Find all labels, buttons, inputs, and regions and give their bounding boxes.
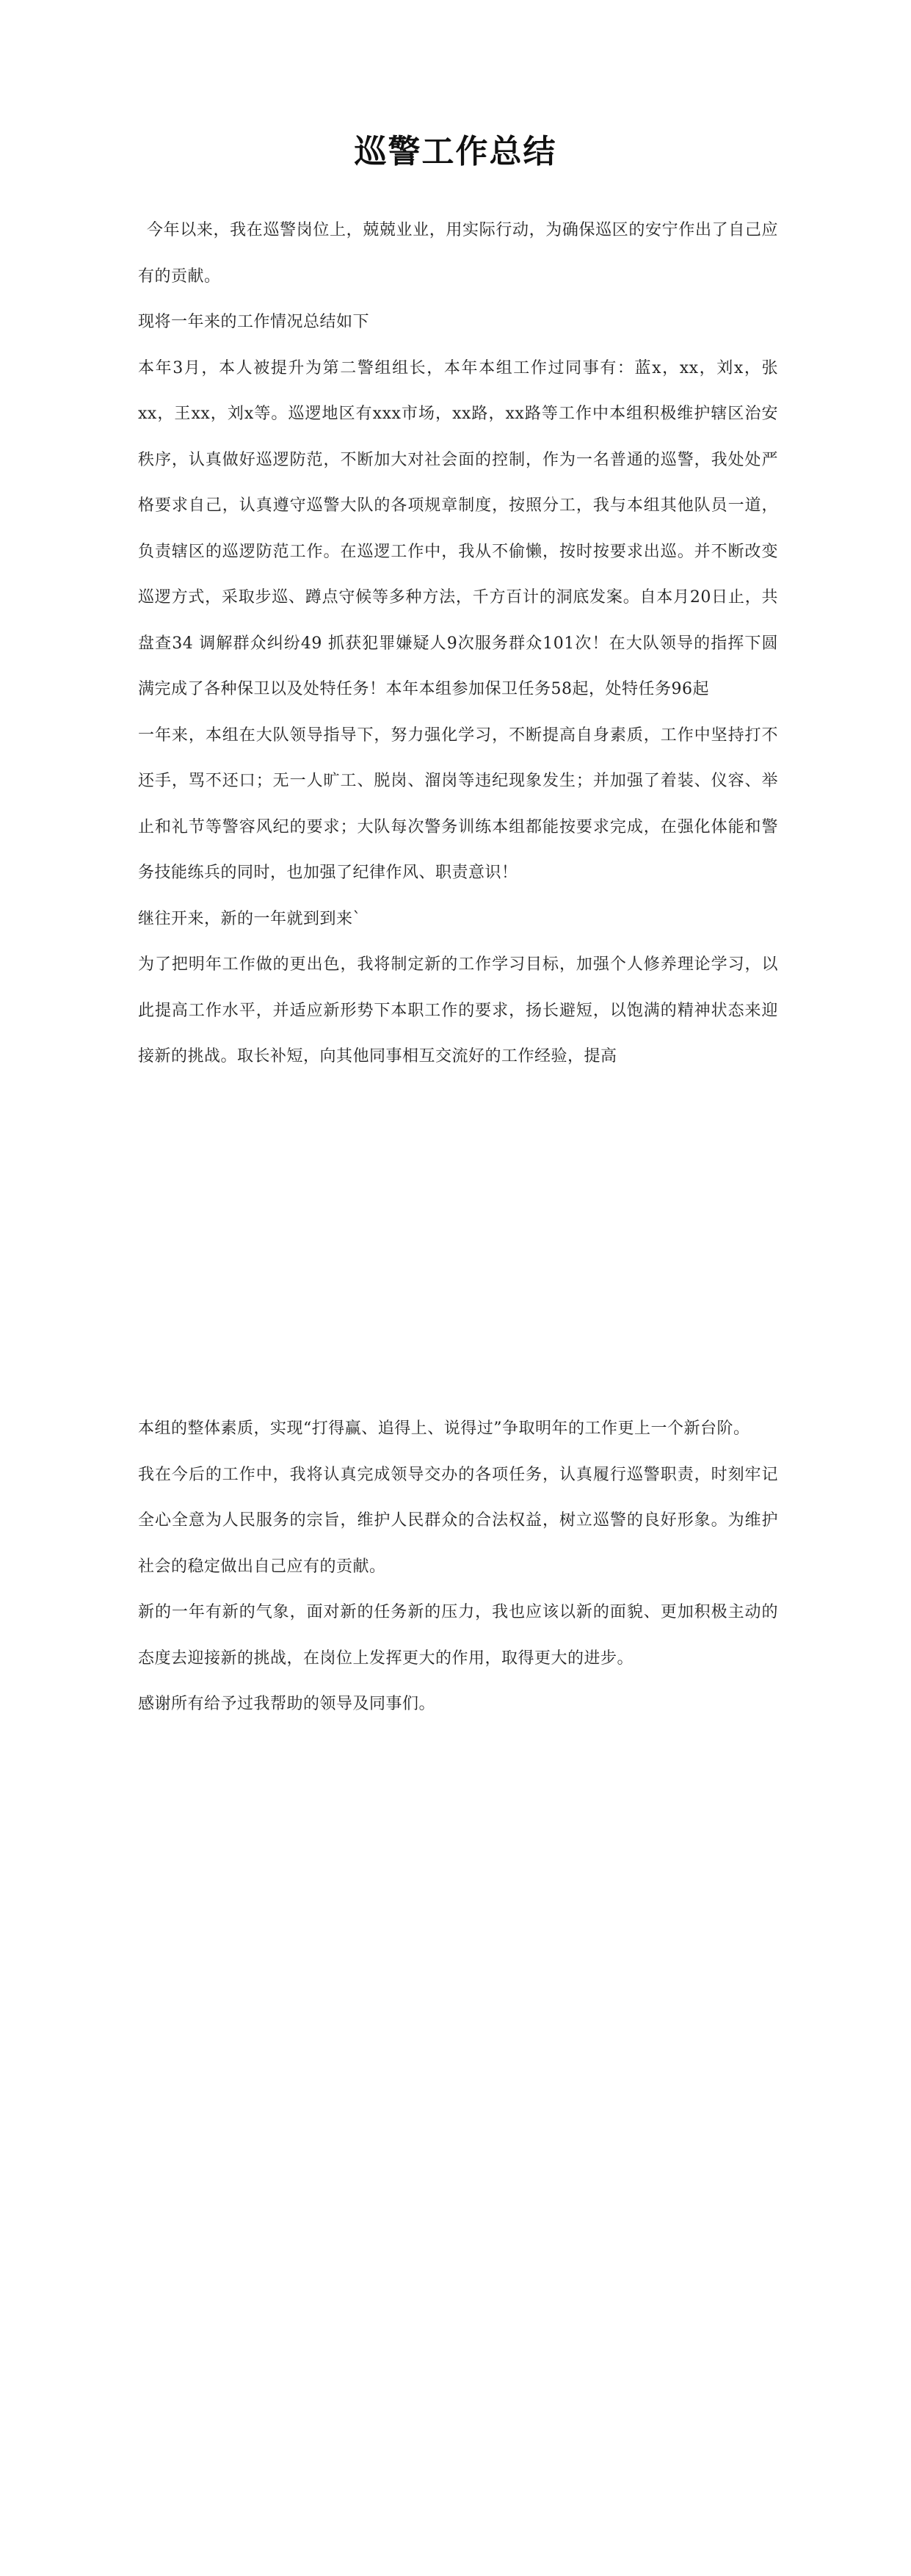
document-title: 巡警工作总结 xyxy=(354,133,557,171)
paragraph-thanks: 感谢所有给予过我帮助的领导及同事们。 xyxy=(138,1695,436,1713)
paragraph-future-work: 我在今后的工作中，我将认真完成领导交办的各项任务，认真履行巡警职责，时刻牢记全心全意为人民服务的宗旨，维护人民群众的合法权益，树立巡警的良好形象。为维护社会的稳定做出自己应有的贡献。 xyxy=(138,1465,778,1576)
paragraph-summary-heading: 现将一年来的工作情况总结如下 xyxy=(138,313,370,331)
paragraph-intro: 今年以来，我在巡警岗位上，兢兢业业，用实际行动，为确保巡区的安宁作出了自己应有的贡献。 xyxy=(138,221,778,286)
paragraph-new-challenges: 新的一年有新的气象，面对新的任务新的压力，我也应该以新的面貌、更加积极主动的态度去迎接新的挑战，在岗位上发挥更大的作用，取得更大的进步。 xyxy=(138,1603,778,1668)
paragraph-work-details: 本年3月，本人被提升为第二警组组长，本年本组工作过同事有：蓝x，xx，刘x，张xx，王xx，刘x等。巡逻地区有xxx市场，xx路，xx路等工作中本组积极维护辖区治安秩序，认真做好巡逻防范，不断加大对社会面的控制，作为一名普通的巡警，我处处严格要求自己，认真遵守巡警大队的各项规章制度，按照分工，我与本组其他队员一道，负责辖区的巡逻防范工作。在巡逻工作中，我从不偷懒，按时按要求出巡。并不断改变巡逻方式，采取步巡、蹲点守候等多种方法，千方百计的洞底发案。自本月20日止，共盘查34 调解群众纠纷49 抓获犯罪嫌疑人9次服务群众101次！在大队领导的指挥下圆满完成了各种保卫以及处特任务！本年本组参加保卫任务58起，处特任务96起 xyxy=(138,358,778,698)
paragraph-new-year: 继往开来，新的一年就到到来` xyxy=(138,909,362,928)
paragraph-study-discipline: 一年来，本组在大队领导指导下，努力强化学习，不断提高自身素质，工作中坚持打不还手，骂不还口；无一人旷工、脱岗、溜岗等违纪现象发生；并加强了着装、仪容、举止和礼节等警容风纪的要求；大队每次警务训练本组都能按要求完成，在强化体能和警务技能练兵的同时，也加强了纪律作风、职责意识！ xyxy=(138,726,778,882)
document-body-part-1 xyxy=(138,208,778,1080)
paragraph-next-year-goals: 为了把明年工作做的更出色，我将制定新的工作学习目标，加强个人修养理论学习，以此提高工作水平，并适应新形势下本职工作的要求，扬长避短，以饱满的精神状态来迎接新的挑战。取长补短，向其他同事相互交流好的工作经验，提高 xyxy=(138,955,778,1066)
paragraph-team-quality: 本组的整体素质，实现“打得赢、追得上、说得过”争取明年的工作更上一个新台阶。 xyxy=(138,1419,750,1438)
document-body-part-2 xyxy=(138,1406,778,1728)
